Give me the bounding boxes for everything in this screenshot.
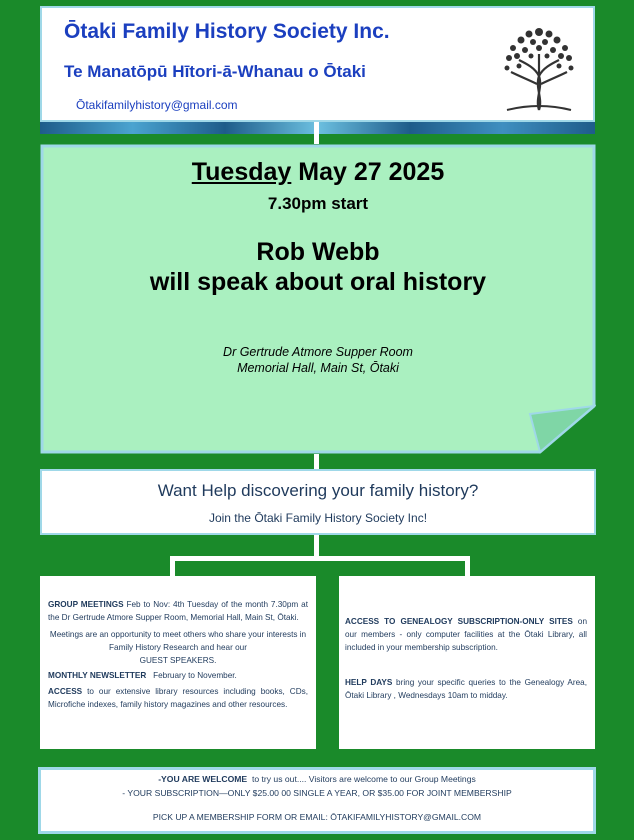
event-panel-background bbox=[40, 144, 596, 454]
event-topic: will speak about oral history bbox=[149, 268, 487, 296]
help-heading: Want Help discovering your family history? bbox=[157, 481, 479, 500]
newsletter-text: February to November. bbox=[153, 671, 237, 680]
connector-line bbox=[465, 556, 470, 576]
newsletter-paragraph bbox=[48, 669, 308, 682]
connector-line bbox=[314, 454, 319, 469]
connector-line bbox=[170, 556, 175, 576]
access-text: to our extensive library resources including books, CDs, Microfiche indexes, family history magazines and other resources. bbox=[48, 687, 308, 709]
connector-line bbox=[170, 556, 470, 561]
group-meetings-label: GROUP MEETINGS bbox=[48, 600, 124, 609]
meet-others-text: Meetings are an opportunity to meet others who share your interests in Family History Research and hear our bbox=[49, 630, 307, 652]
connector-line bbox=[314, 122, 319, 144]
genealogy-label: ACCESS TO GENEALOGY SUBSCRIPTION-ONLY SITES bbox=[345, 617, 573, 626]
help-banner bbox=[40, 469, 596, 535]
genealogy-text: on our members - only computer facilities at the Ōtaki Library, all included in your membership subscription. bbox=[345, 617, 587, 652]
guest-speakers-text: GUEST SPEAKERS. bbox=[139, 656, 217, 665]
event-venue-line1: Dr Gertrude Atmore Supper Room bbox=[223, 345, 413, 359]
event-date bbox=[40, 158, 596, 187]
group-meetings-paragraph bbox=[48, 598, 308, 624]
maori-title: Te Manatōpū Hītori-ā-Whanau o Ōtaki bbox=[64, 62, 366, 81]
header-banner bbox=[40, 6, 595, 122]
help-days-paragraph bbox=[345, 676, 587, 702]
connector-line bbox=[314, 535, 319, 557]
event-day: Tuesday bbox=[191, 158, 292, 186]
membership-footer bbox=[38, 767, 596, 834]
welcome-text: to try us out.... Visitors are welcome to our Group Meetings bbox=[251, 774, 476, 784]
genealogy-paragraph bbox=[345, 615, 587, 654]
event-date-text: May 27 2025 bbox=[298, 158, 445, 186]
meetings-info-box bbox=[40, 576, 316, 749]
contact-email[interactable]: Ōtakifamilyhistory@gmail.com bbox=[76, 98, 238, 112]
event-panel bbox=[40, 144, 596, 454]
services-info-box bbox=[339, 576, 595, 749]
welcome-label: -YOU ARE WELCOME bbox=[158, 774, 248, 784]
newsletter-label: MONTHLY NEWSLETTER bbox=[48, 671, 147, 680]
subscription-line: - YOUR SUBSCRIPTION—ONLY $25.00 00 SINGLE A YEAR, OR $35.00 FOR JOINT MEMBERSHIP bbox=[122, 788, 512, 798]
event-venue-line2: Memorial Hall, Main St, Ōtaki bbox=[237, 361, 399, 375]
event-time: 7.30pm start bbox=[267, 194, 369, 213]
tree-of-life-icon bbox=[499, 22, 579, 114]
welcome-line bbox=[41, 774, 593, 784]
help-days-text: bring your specific queries to the Genealogy Area, Ōtaki Library , Wednesdays 10am to midday. bbox=[345, 678, 587, 700]
help-subheading: Join the Ōtaki Family History Society Inc! bbox=[208, 511, 428, 525]
access-paragraph bbox=[48, 685, 308, 711]
society-title: Ōtaki Family History Society Inc. bbox=[64, 20, 390, 43]
access-label: ACCESS bbox=[48, 687, 83, 696]
help-days-label: HELP DAYS bbox=[345, 678, 393, 687]
membership-form-line: PICK UP A MEMBERSHIP FORM OR EMAIL: ŌTAKIFAMILYHISTORY@GMAIL.COM bbox=[152, 812, 482, 822]
group-meetings-text: Feb to Nov: 4th Tuesday of the month 7.30pm at the Dr Gertrude Atmore Supper Room, Memorial Hall, Main St, Ōtaki. bbox=[48, 600, 308, 622]
event-speaker: Rob Webb bbox=[256, 238, 380, 266]
